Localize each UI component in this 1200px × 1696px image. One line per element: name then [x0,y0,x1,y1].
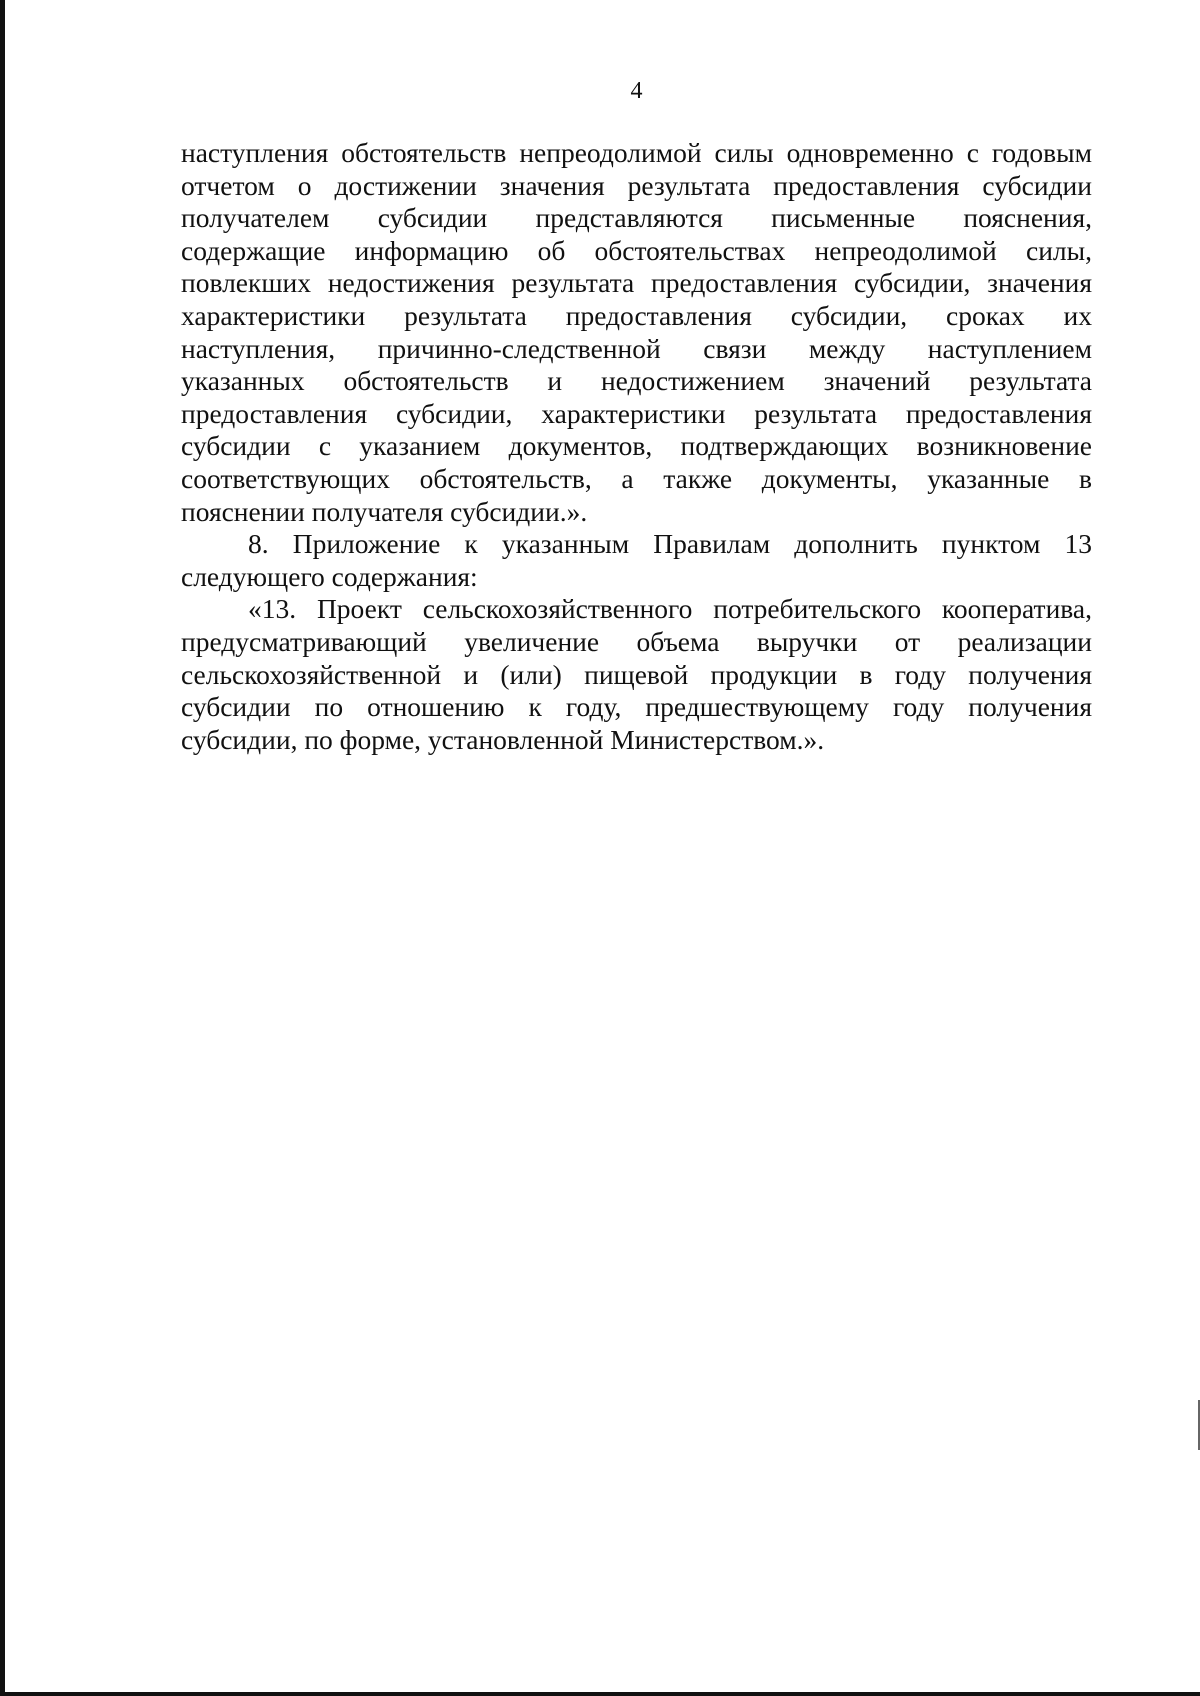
page-number: 4 [630,78,643,104]
scan-edge-left [0,0,5,1696]
scan-edge-bottom [0,1692,1200,1696]
text-line: предусматривающий увеличение объема выручки от реализации [181,625,1092,657]
text-line: отчетом о достижении значения результата предоставления субсидии [181,169,1092,201]
text-line: сельскохозяйственной и (или) пищевой продукции в году получения [181,658,1092,690]
text-line: указанных обстоятельств и недостижением значений результата [181,365,1092,397]
text-line: следующего содержания: [181,560,478,592]
text-line: «13. Проект сельскохозяйственного потребительского кооператива, [248,593,1092,625]
text-line: повлекших недостижения результата предоставления субсидии, значения [181,267,1092,299]
text-line: наступления обстоятельств непреодолимой силы одновременно с годовым [181,137,1092,168]
text-line: субсидии с указанием документов, подтверждающих возникновение [181,430,1092,462]
text-line: предоставления субсидии, характеристики результата предоставления [181,397,1092,429]
text-line: характеристики результата предоставления субсидии, сроках их [181,299,1092,331]
text-line: 8. Приложение к указанным Правилам дополнить пунктом 13 [248,528,1092,560]
text-line: субсидии по отношению к году, предшествующему году получения [181,691,1092,723]
text-line: наступления, причинно-следственной связи между наступлением [181,332,1092,364]
document-body [181,137,1092,756]
text-line: субсидии, по форме, установленной Министерством.». [181,723,825,755]
text-line: получателем субсидии представляются письменные пояснения, [181,202,1092,234]
text-line: пояснении получателя субсидии.». [181,495,588,527]
text-line: соответствующих обстоятельств, а также документы, указанные в [181,462,1092,494]
text-line: содержащие информацию об обстоятельствах непреодолимой силы, [181,234,1092,266]
